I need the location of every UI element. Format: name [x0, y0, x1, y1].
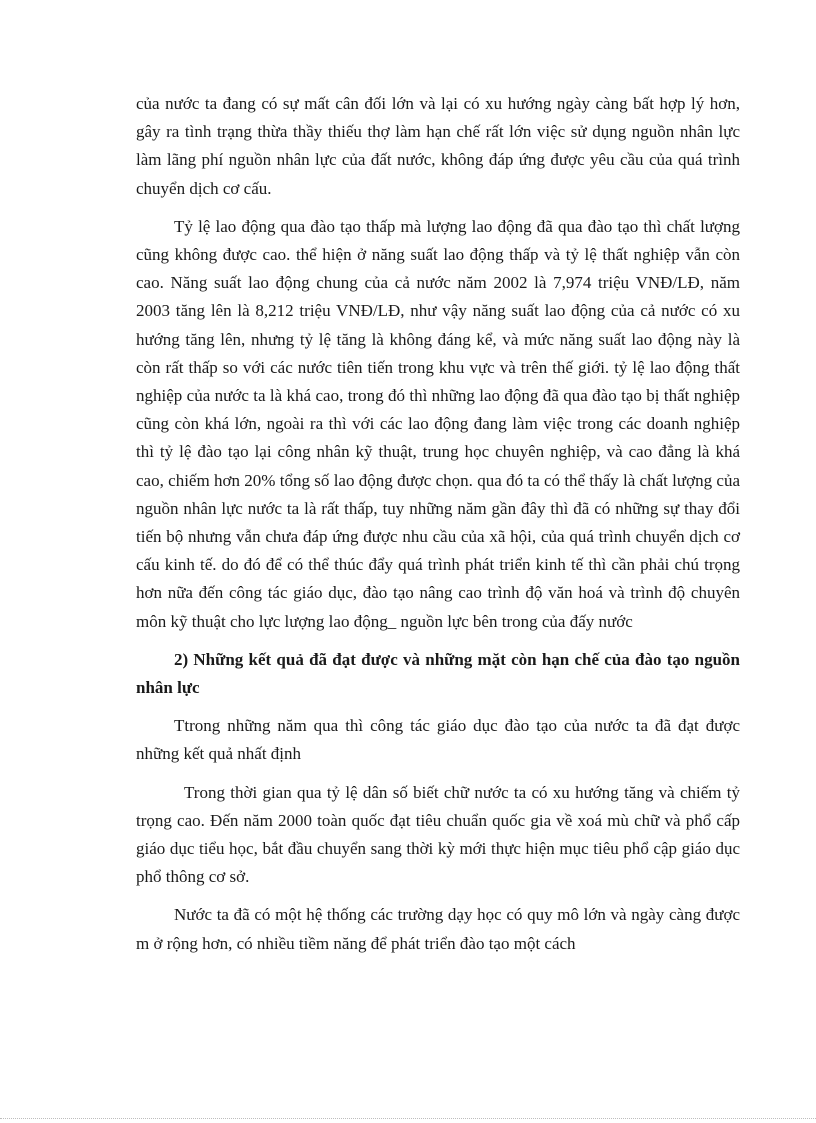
paragraph-continuation: của nước ta đang có sự mất cân đối lớn và lại có xu hướng ngày càng bất hợp lý hơn, gây ra tình trạng thừa thầy thiếu thợ làm hạn chế rất lớn việc sử dụng nguồn nhân lực làm lãng phí nguồn nhân lực của đất nước, không đáp ứng được yêu cầu của quá trình chuyển dịch cơ cấu.	[136, 94, 740, 198]
paragraph-labor-productivity: Tỷ lệ lao động qua đào tạo thấp mà lượng lao động đã qua đào tạo thì chất lượng cũng không được cao. thể hiện ở năng suất lao động thấp và tỷ lệ thất nghiệp vẫn còn cao. Năng suất lao động chung của cả nước năm 2002 là 7,974 triệu VNĐ/LĐ, năm 2003 tăng lên là 8,212 triệu VNĐ/LĐ, như vậy năng suất lao động của cả nước có xu hướng tăng lên, nhưng tỷ lệ tăng là không đáng kể, và mức năng suất lao động này là còn rất thấp so với các nước tiên tiến trong khu vực và trên thế giới. tỷ lệ lao động thất nghiệp của nước ta là khá cao, trong đó thì những lao động đã qua đào tạo bị thất nghiệp cũng còn khá lớn, ngoài ra thì với các lao động đang làm việc trong các doanh nghiệp thì tỷ lệ đào tạo lại công nhân kỹ thuật, trung học chuyên nghiệp, và cao đẳng là khá cao, chiếm hơn 20% tổng số lao động được chọn. qua đó ta có thể thấy là chất lượng của nguồn nhân lực nước ta là rất thấp, tuy những năm gần đây thì đã có những sự thay đổi tiến bộ nhưng vẫn chưa đáp ứng được nhu cầu của xã hội, của quá trình chuyển dịch cơ cấu kinh tế. do đó để có thể thúc đẩy quá trình phát triển kinh tế thì cần phải chú trọng hơn nữa đến công tác giáo dục, đào tạo nâng cao trình độ văn hoá và trình độ chuyên môn kỹ thuật cho lực lượng lao động_ nguồn lực bên trong của đấy nước	[136, 216, 740, 631]
page-bottom-divider	[0, 1118, 816, 1119]
document-body	[136, 90, 740, 968]
paragraph-literacy: Trong thời gian qua tỷ lệ dân số biết chữ nước ta có xu hướng tăng và chiếm tỷ trọng cao. Đến năm 2000 toàn quốc đạt tiêu chuẩn quốc gia về xoá mù chữ và phổ cấp giáo dục tiểu học, bắt đầu chuyển sang thời kỳ mới thực hiện mục tiêu phổ cập giáo dục phổ thông cơ sở.	[136, 782, 740, 887]
section-heading: 2) Những kết quả đã đạt được và những mặt còn hạn chế của đào tạo nguồn nhân lực	[136, 649, 740, 698]
paragraph-school-system: Nước ta đã có một hệ thống các trường dạy học có quy mô lớn và ngày càng được m ở rộng hơn, có nhiều tiềm năng để phát triển đào tạo một cách	[136, 905, 740, 953]
paragraph-achievements-intro: Ttrong những năm qua thì công tác giáo dục đào tạo của nước ta đã đạt được những kết quả nhất định	[136, 716, 740, 764]
